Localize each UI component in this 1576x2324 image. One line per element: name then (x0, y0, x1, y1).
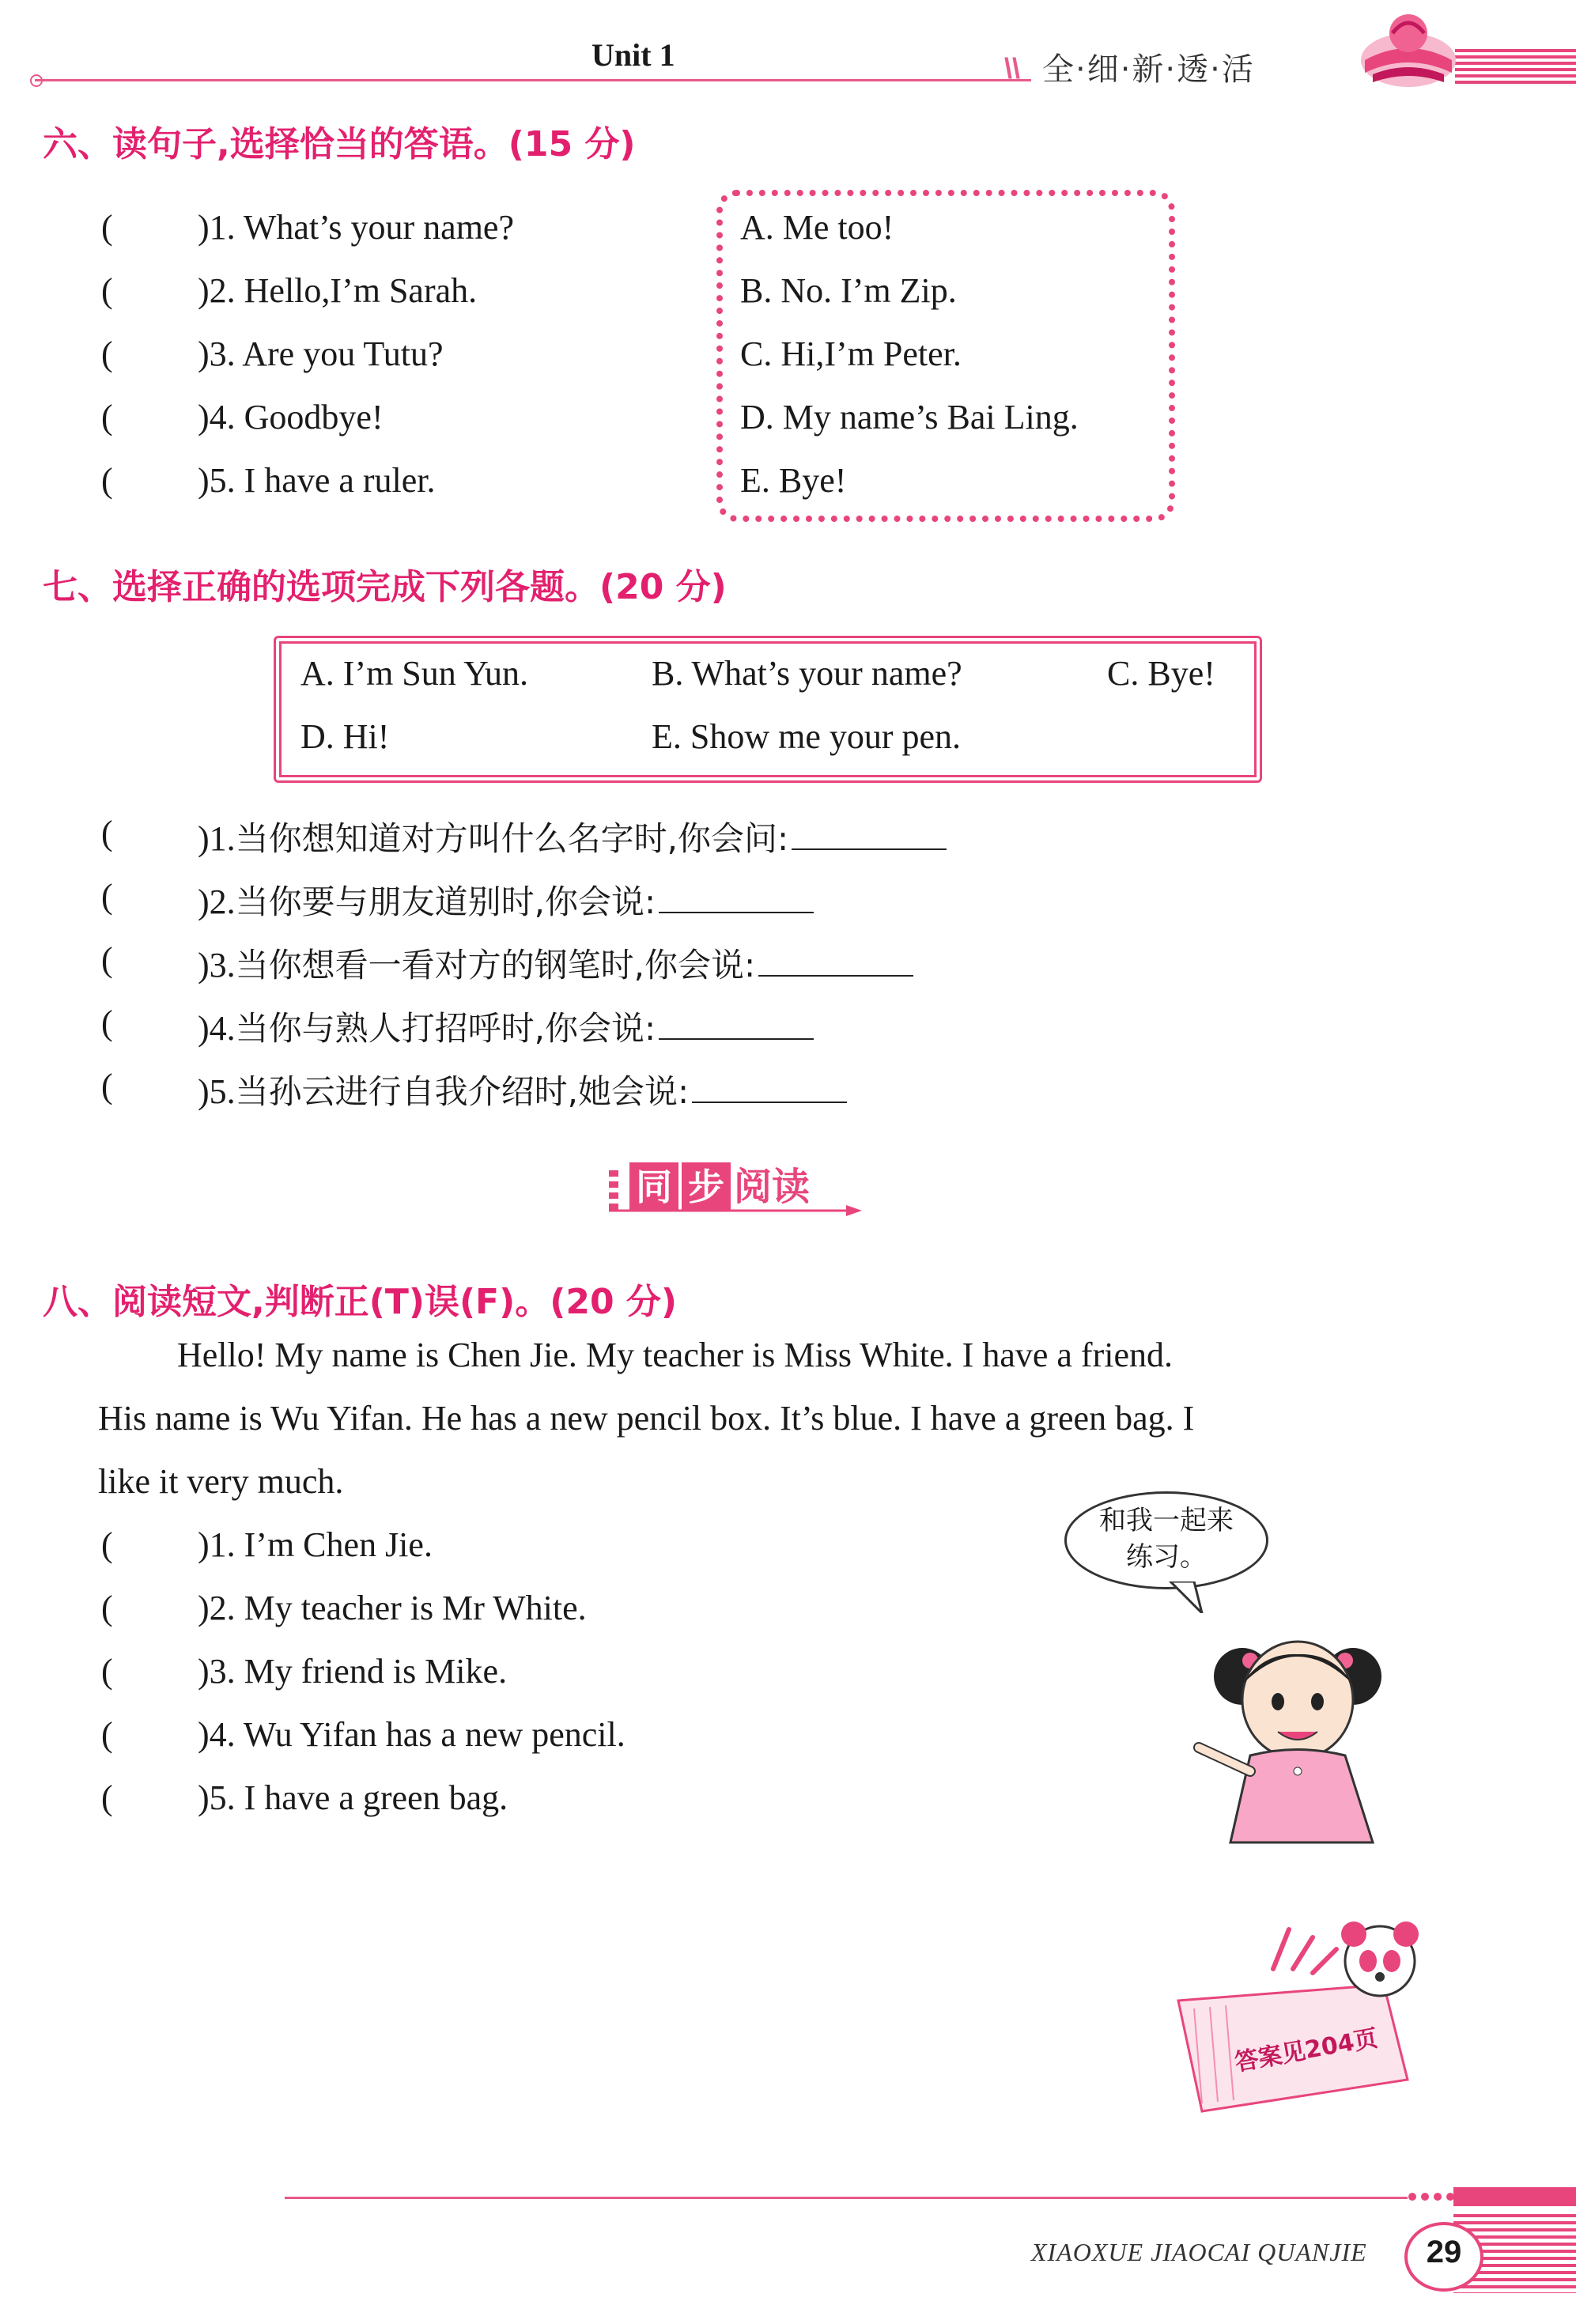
option-b: B. What’s your name? (652, 654, 962, 693)
answer-line[interactable] (692, 1070, 847, 1103)
section7-question-list: ( )1.当你想知道对方叫什么名字时,你会问: ( )2.当你要与朋友道别时,你会说: ( )3.当你想看一看对方的钢笔时,你会说: ( )4.当你与熟人打招呼时,你会说: ( )5.当孙云进行自我介绍时,她会说: (101, 813, 1129, 1129)
answer-option: E. Bye! (740, 461, 847, 500)
answer-option: A. Me too! (740, 208, 894, 247)
answer-option: B. No. I’m Zip. (740, 271, 957, 310)
header-rule (35, 79, 1031, 81)
footer-rule (285, 2197, 1408, 2199)
girl-illustration-icon (1175, 1613, 1412, 1850)
bubble-text: 和我一起来 练习。 (1099, 1505, 1234, 1573)
sync-reading-banner: 同 步 阅读 (629, 1162, 810, 1218)
arrow-right-icon (609, 1205, 862, 1216)
series-slogan: 全·细·新·透·活 (1042, 51, 1255, 88)
reading-passage: Hello! My name is Chen Jie. My teacher is Miss White. I have a friend. His name is Wu Yifan. He has a new pencil box. It’s blue. I have a green bag. I like it very much. (98, 1336, 1195, 1501)
answer-option: C. Hi,I’m Peter. (740, 334, 962, 373)
answer-option: D. My name’s Bai Ling. (740, 398, 1079, 436)
option-a: A. I’m Sun Yun. (300, 654, 529, 693)
answer-line[interactable] (659, 1007, 814, 1040)
page-number: 29 (1426, 2235, 1462, 2269)
option-c: C. Bye! (1107, 654, 1215, 693)
answer-line[interactable] (792, 817, 947, 850)
header-slash-icon: \\ (1004, 52, 1021, 85)
answer-line[interactable] (758, 943, 913, 977)
footer-dots-icon (1408, 2192, 1455, 2201)
option-d: D. Hi! (300, 717, 390, 756)
footer-brand: XIAOXUE JIAOCAI QUANJIE (1031, 2238, 1367, 2266)
bubble-tail-icon (1162, 1581, 1210, 1613)
section6-title: 六、读句子,选择恰当的答语。(15 分) (43, 124, 636, 164)
footer-bar (1453, 2187, 1576, 2206)
section7-title: 七、选择正确的选项完成下列各题。(20 分) (43, 567, 727, 607)
panda-scroll-icon (1155, 1914, 1455, 2135)
header-stripes (1455, 49, 1576, 85)
option-e: E. Show me your pen. (652, 717, 962, 756)
answer-page-reference: 答案见204页 (1232, 2024, 1380, 2077)
unit-title: Unit 1 (591, 37, 675, 73)
section8-title: 八、阅读短文,判断正(T)误(F)。(20 分) (43, 1282, 677, 1322)
section8-question-list: ( )1. I’m Chen Jie. ( )2. My teacher is Mr White. ( )3. My friend is Mike. ( )4. Wu Yifan has a new pencil. ( )5. I have a green bag. (101, 1525, 625, 1817)
book-logo-icon (1357, 5, 1460, 92)
answer-line[interactable] (659, 880, 814, 913)
banner-dots (609, 1170, 618, 1210)
section6-question-list: ( )1. What’s your name? ( )2. Hello,I’m Sarah. ( )3. Are you Tutu? ( )4. Goodbye! ( )5. I have a ruler. (101, 208, 514, 500)
